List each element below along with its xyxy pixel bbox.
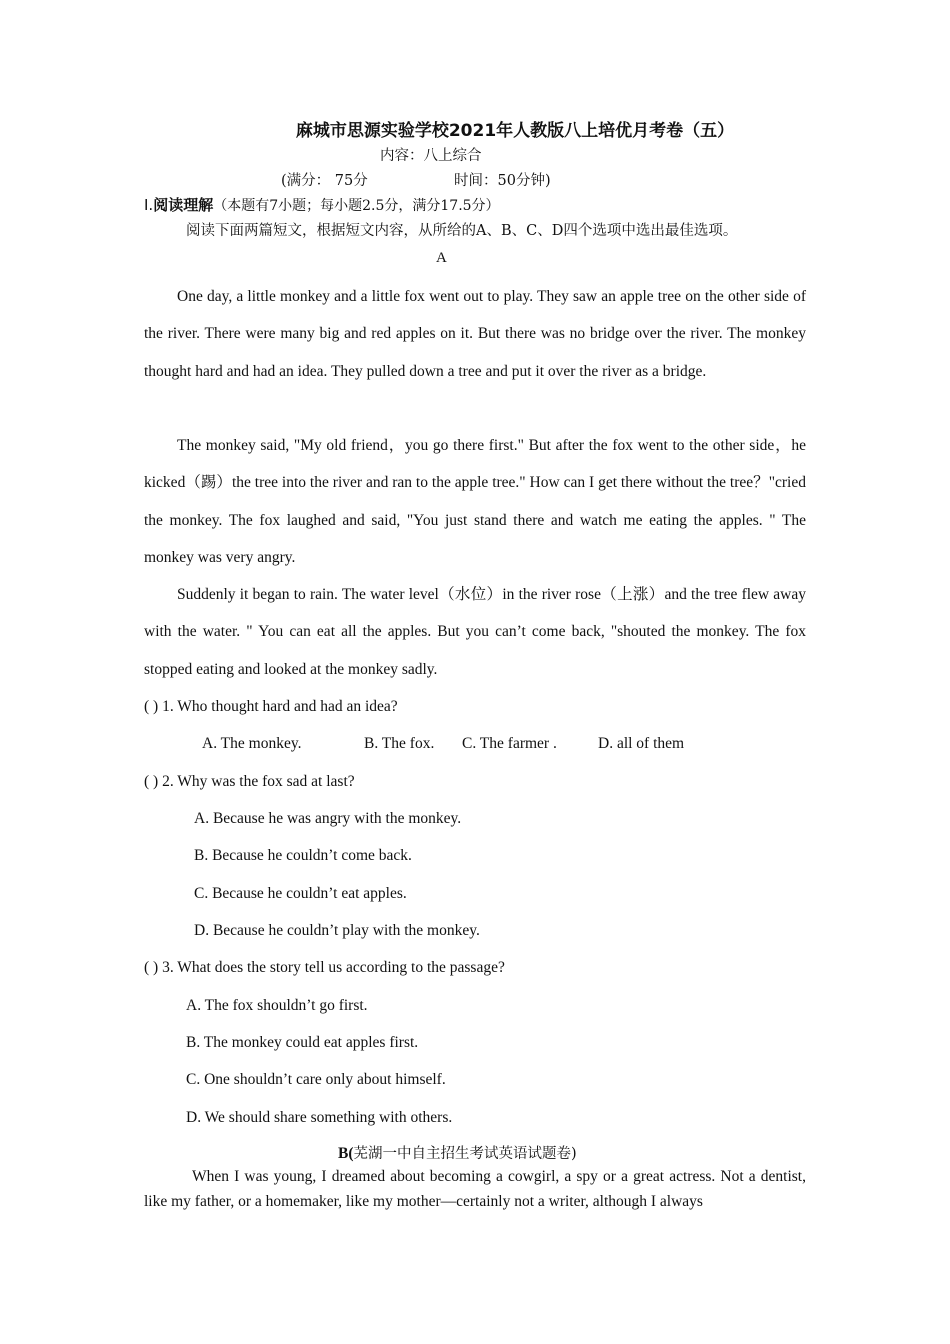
section-instruction: 阅读下面两篇短文，根据短文内容，从所给的A、B、C、D四个选项中选出最佳选项。	[186, 223, 738, 239]
question-2-stem: ( ) 2. Why was the fox sad at last?	[144, 773, 355, 790]
passage-a-label: A	[436, 250, 447, 266]
section-note: （本题有7小题；每小题2.5分，满分17.5分）	[213, 198, 500, 214]
passage-a-paragraph-3: Suddenly it began to rain. The water level（水位）in the river rose（上涨）and the tree flew away with the water. " You can eat all the apples. But you can’t come back, "shouted the monkey. The fox stopped eating and looked at the monkey sadly.	[144, 586, 806, 678]
exam-title: 麻城市思源实验学校2021年人教版八上培优月考卷（五）	[295, 121, 735, 141]
passage-b-paragraph-1: When I was young, I dreamed about becoming a cowgirl, a spy or a great actress. Not a dentist, like my father, or a homemaker, like my mother—certainly not a writer, although I always	[144, 1168, 806, 1210]
section-name: 阅读理解	[153, 196, 214, 214]
question-1-option-c: C. The farmer .	[462, 735, 557, 752]
question-3-option-b: B. The monkey could eat apples first.	[186, 1034, 419, 1051]
question-3-stem: ( ) 3. What does the story tell us according to the passage?	[144, 959, 505, 976]
passage-a-paragraph-1: One day, a little monkey and a little fox went out to play. They saw an apple tree on the other side of the river. There were many big and red apples on it. But there was no bridge over the river. The monkey thought hard and had an idea. They pulled down a tree and put it over the river as a bridge.	[144, 288, 806, 380]
passage-b-label: B(	[338, 1145, 354, 1162]
question-1-stem: ( ) 1. Who thought hard and had an idea?	[144, 698, 398, 715]
section-number: Ⅰ.	[144, 196, 154, 214]
question-3-option-c: C. One shouldn’t care only about himself.	[186, 1071, 446, 1088]
question-1-option-d: D. all of them	[598, 735, 685, 752]
exam-time: 时间：50分钟)	[454, 173, 551, 189]
question-1-option-a: A. The monkey.	[202, 735, 302, 752]
exam-score: (满分： 75分	[281, 173, 368, 189]
question-2-option-b: B. Because he couldn’t come back.	[194, 847, 412, 864]
passage-b-heading	[338, 1142, 577, 1163]
passage-b-source: 芜湖一中自主招生考试英语试题卷)	[353, 1146, 577, 1162]
exam-content: 内容：八上综合	[380, 148, 482, 164]
question-2-option-c: C. Because he couldn’t eat apples.	[194, 885, 407, 902]
question-2-option-d: D. Because he couldn’t play with the monkey.	[194, 922, 480, 939]
question-2-option-a: A. Because he was angry with the monkey.	[194, 810, 462, 827]
question-3-option-d: D. We should share something with others.	[186, 1109, 453, 1126]
question-1-option-b: B. The fox.	[364, 735, 435, 752]
question-3-option-a: A. The fox shouldn’t go first.	[186, 997, 368, 1014]
passage-a-paragraph-2: The monkey said, "My old friend，you go there first." But after the fox went to the other side，he kicked（踢）the tree into the river and ran to the apple tree." How can I get there without the tree？"cried the monkey. The fox laughed and said, "You just stand there and watch me eating the apples. " The monkey was very angry.	[144, 437, 806, 566]
section-heading	[144, 194, 500, 215]
